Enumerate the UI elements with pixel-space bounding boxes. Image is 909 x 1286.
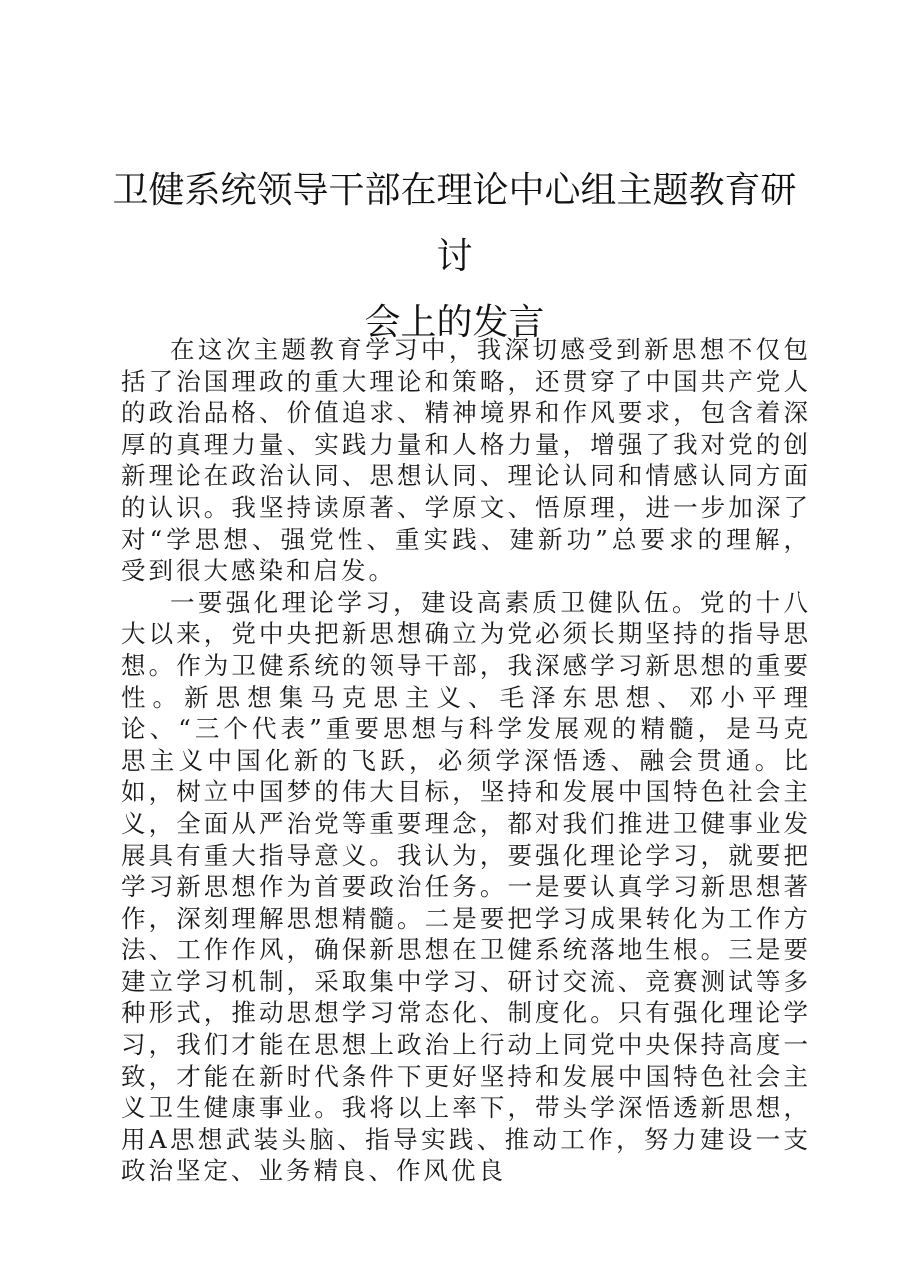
- paragraph-intro: 在这次主题教育学习中，我深切感受到新思想不仅包括了治国理政的重大理论和策略，还贯穿了中国共产党人的政治品格、价值追求、精神境界和作风要求，包含着深厚的真理力量、实践力量和人格力量，增强了我对党的创新理论在政治认同、思想认同、理论认同和情感认同方面的认识。我坚持读原著、学原文、悟原理，进一步加深了对“学思想、强党性、重实践、建新功”总要求的理解，受到很大感染和启发。: [121, 335, 811, 586]
- title-line-2: 会上的发言: [364, 302, 545, 343]
- paragraph-point-one: 一要强化理论学习，建设高素质卫健队伍。党的十八大以来，党中央把新思想确立为党必须长期坚持的指导思想。作为卫健系统的领导干部，我深感学习新思想的重要性。新思想集马克思主义、毛泽东思想、邓小平理论、“三个代表”重要思想与科学发展观的精髓，是马克思主义中国化新的飞跃，必须学深悟透、融会贯通。比如，树立中国梦的伟大目标，坚持和发展中国特色社会主义，全面从严治党等重要理念，都对我们推进卫健事业发展具有重大指导意义。我认为，要强化理论学习，就要把学习新思想作为首要政治任务。一是要认真学习新思想著作，深刻理解思想精髓。二是要把学习成果转化为工作方法、工作作风，确保新思想在卫健系统落地生根。三是要建立学习机制，采取集中学习、研讨交流、竞赛测试等多种形式，推动思想学习常态化、制度化。只有强化理论学习，我们才能在思想上政治上行动上同党中央保持高度一致，才能在新时代条件下更好坚持和发展中国特色社会主义卫生健康事业。我将以上率下，带头学深悟透新思想，用A思想武装头脑、指导实践、推动工作，努力建设一支政治坚定、业务精良、作风优良: [121, 587, 811, 1186]
- document-title: [100, 158, 809, 356]
- title-line-1: 卫健系统领导干部在理论中心组主题教育研讨: [112, 170, 797, 277]
- document-body: [121, 334, 811, 1187]
